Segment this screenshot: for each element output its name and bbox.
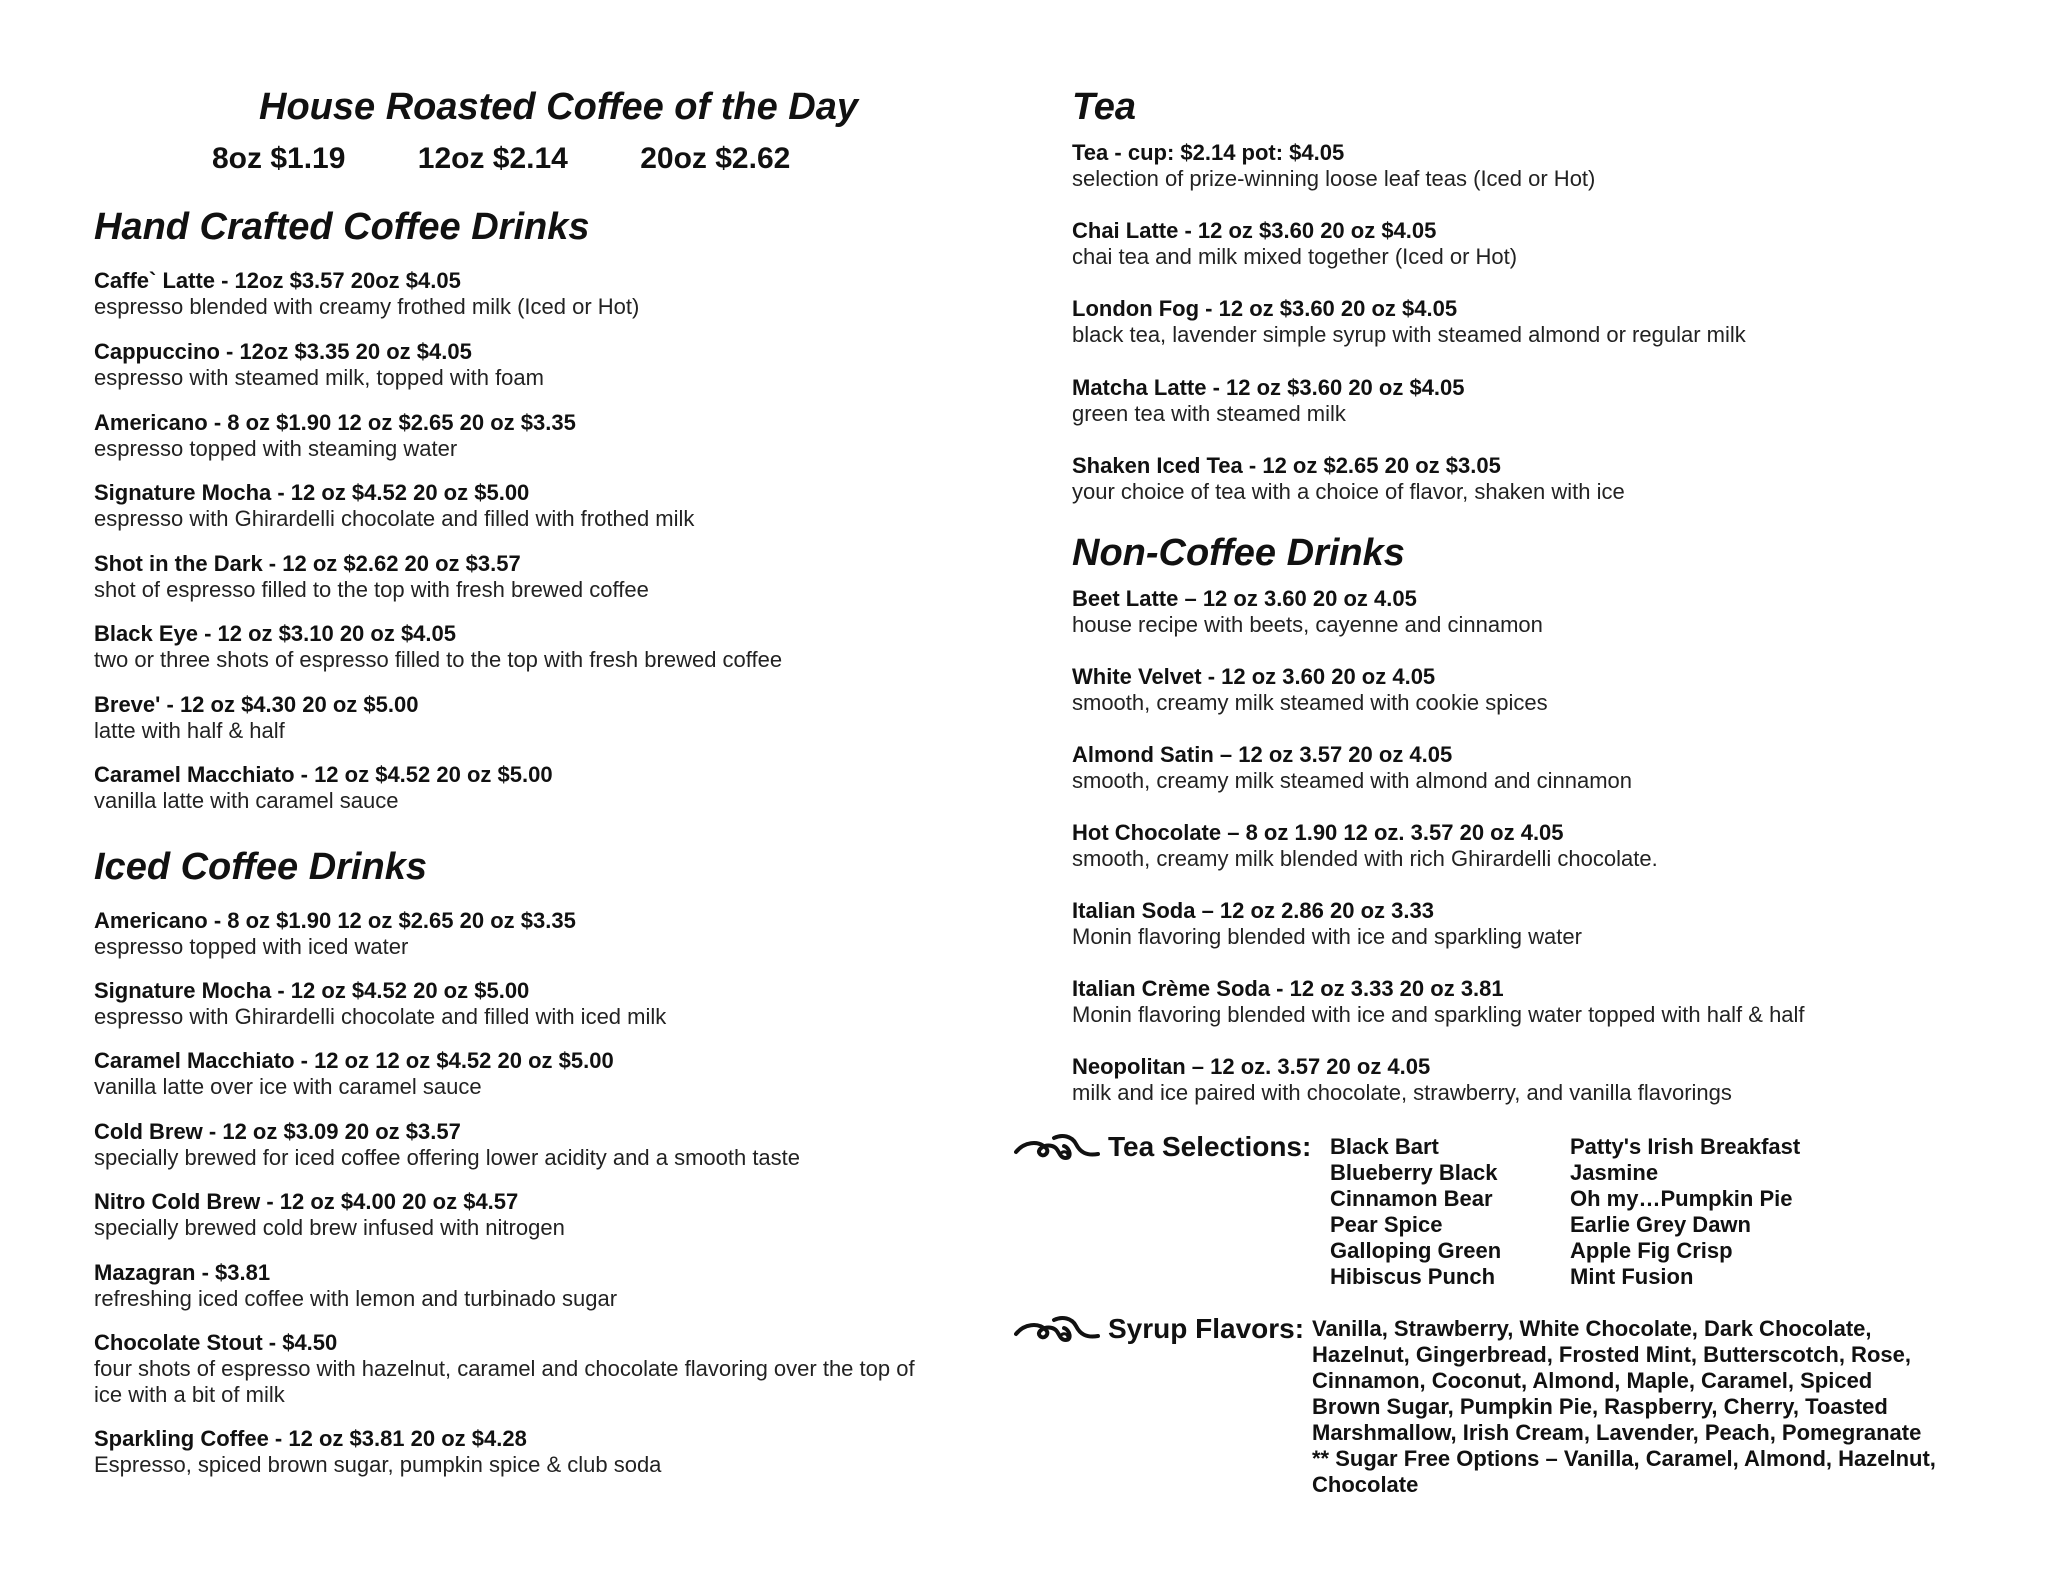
menu-item — [1072, 375, 1465, 427]
menu-item — [1072, 586, 1543, 638]
tea-title: Tea — [1072, 86, 1137, 128]
item-name: Tea - cup: $2.14 pot: $4.05 — [1072, 140, 1345, 165]
item-name: Sparkling Coffee - 12 oz $3.81 20 oz $4.28 — [94, 1426, 527, 1451]
item-desc: specially brewed cold brew infused with nitrogen — [94, 1215, 565, 1240]
menu-item — [94, 480, 694, 532]
tea-selection-item: Black Bart — [1330, 1134, 1439, 1159]
item-desc: espresso topped with steaming water — [94, 436, 458, 461]
item-desc: four shots of espresso with hazelnut, caramel and chocolate flavoring over the top of — [94, 1356, 915, 1381]
menu-item — [94, 339, 544, 391]
syrup-line: ** Sugar Free Options – Vanilla, Caramel, Almond, Hazelnut, — [1312, 1446, 1936, 1471]
tea-selection-item: Cinnamon Bear — [1330, 1186, 1493, 1211]
house-price-8oz: 8oz $1.19 — [212, 142, 346, 175]
flourish-ornament-icon — [1014, 1312, 1100, 1346]
iced-coffee-title: Iced Coffee Drinks — [94, 846, 427, 888]
item-name: Almond Satin – 12 oz 3.57 20 oz 4.05 — [1072, 742, 1453, 767]
item-desc: milk and ice paired with chocolate, strawberry, and vanilla flavorings — [1072, 1080, 1732, 1105]
item-name: Italian Crème Soda - 12 oz 3.33 20 oz 3.81 — [1072, 976, 1504, 1001]
item-desc: refreshing iced coffee with lemon and turbinado sugar — [94, 1286, 618, 1311]
item-name: Black Eye - 12 oz $3.10 20 oz $4.05 — [94, 621, 457, 646]
item-name: White Velvet - 12 oz 3.60 20 oz 4.05 — [1072, 664, 1436, 689]
syrup-line: Chocolate — [1312, 1472, 1419, 1497]
item-desc: espresso blended with creamy frothed milk (Iced or Hot) — [94, 294, 640, 319]
house-coffee-title: House Roasted Coffee of the Day — [259, 86, 858, 128]
tea-selection-item: Pear Spice — [1330, 1212, 1443, 1237]
item-name: London Fog - 12 oz $3.60 20 oz $4.05 — [1072, 296, 1458, 321]
tea-selection-item: Apple Fig Crisp — [1570, 1238, 1733, 1263]
item-desc: espresso with Ghirardelli chocolate and filled with iced milk — [94, 1004, 667, 1029]
menu-item — [94, 551, 649, 603]
menu-item — [1072, 976, 1805, 1028]
item-name: Nitro Cold Brew - 12 oz $4.00 20 oz $4.57 — [94, 1189, 519, 1214]
item-desc: green tea with steamed milk — [1072, 401, 1346, 426]
item-name: Matcha Latte - 12 oz $3.60 20 oz $4.05 — [1072, 375, 1465, 400]
non-coffee-title: Non-Coffee Drinks — [1072, 532, 1405, 574]
item-desc: your choice of tea with a choice of flavor, shaken with ice — [1072, 479, 1625, 504]
menu-item — [1072, 296, 1746, 348]
item-name: Signature Mocha - 12 oz $4.52 20 oz $5.00 — [94, 978, 530, 1003]
item-desc: espresso with Ghirardelli chocolate and filled with frothed milk — [94, 506, 695, 531]
tea-selections-col2 — [1570, 1134, 1800, 1290]
item-name: Americano - 8 oz $1.90 12 oz $2.65 20 oz $3.35 — [94, 908, 576, 933]
item-desc: specially brewed for iced coffee offering lower acidity and a smooth taste — [94, 1145, 801, 1170]
menu-item — [1072, 820, 1658, 872]
item-desc-continued: ice with a bit of milk — [94, 1382, 285, 1407]
tea-selection-item: Oh my…Pumpkin Pie — [1570, 1186, 1793, 1211]
menu-item — [94, 1426, 661, 1478]
menu-item — [94, 908, 576, 960]
menu-item — [1072, 1054, 1732, 1106]
tea-selections-label — [1014, 1130, 1311, 1164]
item-name: Cappuccino - 12oz $3.35 20 oz $4.05 — [94, 339, 472, 364]
menu-item — [94, 1119, 800, 1171]
tea-selection-item: Blueberry Black — [1330, 1160, 1498, 1185]
item-desc: Monin flavoring blended with ice and sparkling water topped with half & half — [1072, 1002, 1805, 1027]
menu-item — [94, 1189, 565, 1241]
item-name: Chocolate Stout - $4.50 — [94, 1330, 338, 1355]
tea-selection-item: Patty's Irish Breakfast — [1570, 1134, 1801, 1159]
item-name: Shaken Iced Tea - 12 oz $2.65 20 oz $3.05 — [1072, 453, 1501, 478]
syrup-line: Vanilla, Strawberry, White Chocolate, Dark Chocolate, — [1312, 1316, 1872, 1341]
flourish-ornament-icon — [1014, 1130, 1100, 1164]
menu-item — [1072, 218, 1517, 270]
hand-crafted-title: Hand Crafted Coffee Drinks — [94, 206, 590, 248]
item-name: Americano - 8 oz $1.90 12 oz $2.65 20 oz $3.35 — [94, 410, 576, 435]
menu-item — [94, 410, 576, 462]
tea-selection-item: Hibiscus Punch — [1330, 1264, 1496, 1289]
item-desc: Monin flavoring blended with ice and sparkling water — [1072, 924, 1582, 949]
menu-item — [94, 268, 639, 320]
syrup-line: Hazelnut, Gingerbread, Frosted Mint, Butterscotch, Rose, — [1312, 1342, 1911, 1367]
tea-selections-text: Tea Selections: — [1108, 1131, 1312, 1162]
item-name: Caramel Macchiato - 12 oz 12 oz $4.52 20 oz $5.00 — [94, 1048, 614, 1073]
item-desc: shot of espresso filled to the top with fresh brewed coffee — [94, 577, 649, 602]
item-name: Caramel Macchiato - 12 oz $4.52 20 oz $5.00 — [94, 762, 553, 787]
menu-item — [94, 1330, 915, 1408]
item-desc: latte with half & half — [94, 718, 285, 743]
house-price-12oz: 12oz $2.14 — [417, 142, 568, 175]
syrup-line: Cinnamon, Coconut, Almond, Maple, Caramel, Spiced — [1312, 1368, 1873, 1393]
item-desc: smooth, creamy milk steamed with almond and cinnamon — [1072, 768, 1633, 793]
syrup-flavors-text: Syrup Flavors: — [1108, 1313, 1305, 1344]
item-desc: chai tea and milk mixed together (Iced or Hot) — [1072, 244, 1518, 269]
item-name: Hot Chocolate – 8 oz 1.90 12 oz. 3.57 20 oz 4.05 — [1072, 820, 1564, 845]
item-name: Beet Latte – 12 oz 3.60 20 oz 4.05 — [1072, 586, 1417, 611]
item-desc: black tea, lavender simple syrup with steamed almond or regular milk — [1072, 322, 1746, 347]
item-name: Neopolitan – 12 oz. 3.57 20 oz 4.05 — [1072, 1054, 1431, 1079]
item-name: Italian Soda – 12 oz 2.86 20 oz 3.33 — [1072, 898, 1434, 923]
menu-item — [1072, 140, 1595, 192]
item-desc: selection of prize-winning loose leaf teas (Iced or Hot) — [1072, 166, 1596, 191]
item-name: Signature Mocha - 12 oz $4.52 20 oz $5.00 — [94, 480, 530, 505]
tea-selections-col1 — [1330, 1134, 1501, 1290]
menu-item — [94, 762, 553, 814]
item-name: Shot in the Dark - 12 oz $2.62 20 oz $3.57 — [94, 551, 521, 576]
menu-item — [94, 621, 782, 673]
menu-item — [1072, 898, 1582, 950]
menu-item — [1072, 453, 1625, 505]
syrup-flavors-list — [1312, 1316, 1972, 1498]
tea-selection-item: Jasmine — [1570, 1160, 1659, 1185]
menu-item — [94, 1260, 617, 1312]
tea-selection-item: Earlie Grey Dawn — [1570, 1212, 1751, 1237]
item-name: Chai Latte - 12 oz $3.60 20 oz $4.05 — [1072, 218, 1437, 243]
menu-item — [94, 978, 666, 1030]
item-name: Breve' - 12 oz $4.30 20 oz $5.00 — [94, 692, 419, 717]
syrup-flavors-label — [1014, 1312, 1304, 1346]
menu-item — [94, 692, 418, 744]
item-desc: vanilla latte over ice with caramel sauce — [94, 1074, 482, 1099]
item-desc: vanilla latte with caramel sauce — [94, 788, 399, 813]
syrup-line: Brown Sugar, Pumpkin Pie, Raspberry, Cherry, Toasted — [1312, 1394, 1888, 1419]
item-desc: espresso with steamed milk, topped with foam — [94, 365, 544, 390]
syrup-line: Marshmallow, Irish Cream, Lavender, Peach, Pomegranate — [1312, 1420, 1922, 1445]
item-desc: house recipe with beets, cayenne and cinnamon — [1072, 612, 1543, 637]
item-desc: espresso topped with iced water — [94, 934, 409, 959]
tea-selection-item: Galloping Green — [1330, 1238, 1502, 1263]
item-desc: Espresso, spiced brown sugar, pumpkin spice & club soda — [94, 1452, 662, 1477]
item-desc: two or three shots of espresso filled to the top with fresh brewed coffee — [94, 647, 783, 672]
item-name: Mazagran - $3.81 — [94, 1260, 271, 1285]
menu-item — [1072, 664, 1548, 716]
item-name: Cold Brew - 12 oz $3.09 20 oz $3.57 — [94, 1119, 461, 1144]
menu-item — [1072, 742, 1632, 794]
menu-item — [94, 1048, 614, 1100]
house-coffee-prices — [212, 142, 854, 176]
item-desc: smooth, creamy milk steamed with cookie spices — [1072, 690, 1548, 715]
item-desc: smooth, creamy milk blended with rich Ghirardelli chocolate. — [1072, 846, 1658, 871]
tea-selection-item: Mint Fusion — [1570, 1264, 1694, 1289]
item-name: Caffe` Latte - 12oz $3.57 20oz $4.05 — [94, 268, 461, 293]
house-price-20oz: 20oz $2.62 — [640, 142, 791, 175]
